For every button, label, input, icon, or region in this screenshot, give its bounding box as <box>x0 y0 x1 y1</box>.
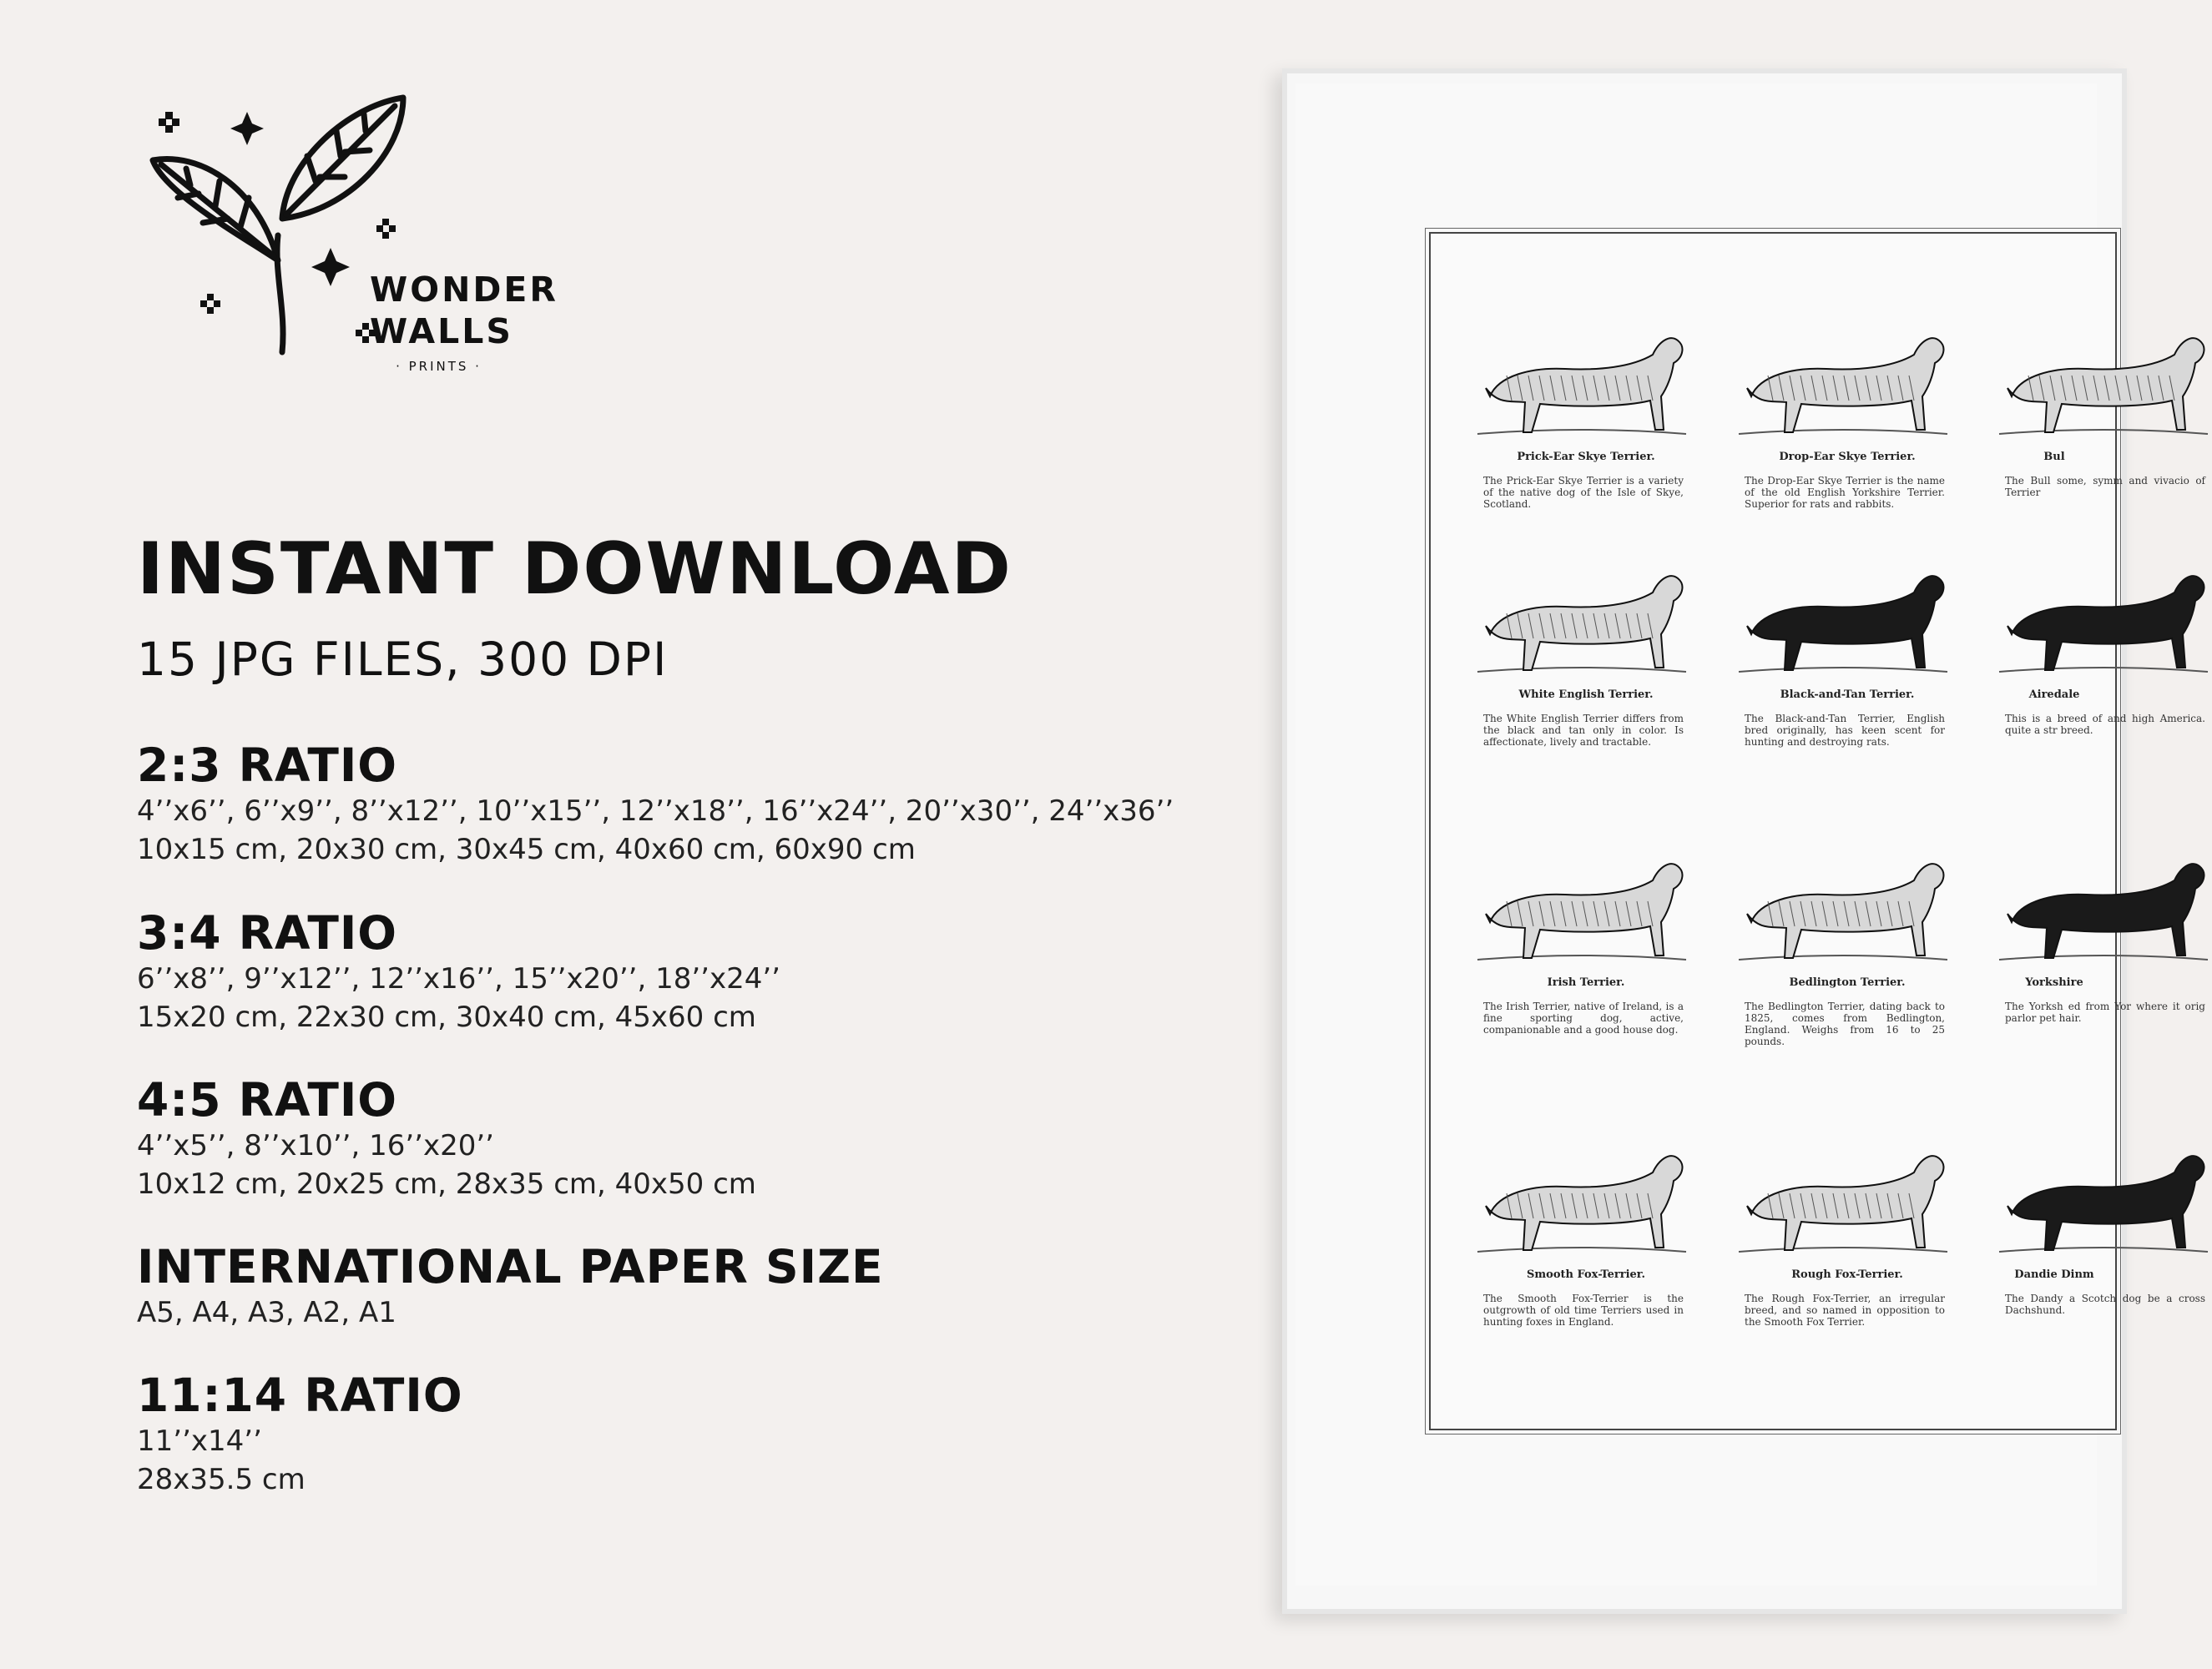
brand-line-1: WONDER <box>370 270 559 310</box>
section-line: 15x20 cm, 22x30 cm, 30x40 cm, 45x60 cm <box>137 1001 756 1034</box>
dog-description: The Bull some, symm and vivacio of Terrier <box>2005 475 2205 498</box>
dog-engraving-icon <box>1995 317 2212 442</box>
dog-description: The White English Terrier differs from the black and tan only in color. Is affectionate, lively and tractable. <box>1483 713 1684 748</box>
leaf-sprig-icon <box>140 93 591 377</box>
brand-line-2: WALLS <box>370 311 513 351</box>
dog-illustration-card <box>1995 317 2205 498</box>
dog-name: Yorkshire <box>2025 976 2083 989</box>
dog-name: Black-and-Tan Terrier. <box>1780 688 1915 701</box>
dog-description: The Smooth Fox-Terrier is the outgrowth of old time Terriers used in hunting foxes in England. <box>1483 1293 1684 1328</box>
section-title: 4:5 RATIO <box>137 1073 398 1127</box>
international-paper-size-section <box>137 1240 884 1332</box>
dog-illustration-card <box>1735 843 1960 1047</box>
dog-description: The Black-and-Tan Terrier, English bred originally, has keen scent for hunting and destroying rats. <box>1745 713 1945 748</box>
dog-engraving-icon <box>1473 317 1690 442</box>
dog-description: This is a breed of and high America. quite a str breed. <box>2005 713 2205 736</box>
dog-name: White English Terrier. <box>1518 688 1654 701</box>
dog-illustration-card <box>1473 1135 1699 1328</box>
dog-illustration-card <box>1995 1135 2205 1316</box>
dog-name: Rough Fox-Terrier. <box>1791 1268 1903 1281</box>
dog-description: The Yorksh ed from Yor where it orig parlor pet hair. <box>2005 1001 2205 1024</box>
ratio-section-11-14 <box>137 1369 463 1499</box>
dog-illustration-card <box>1995 843 2205 1024</box>
section-title: 11:14 RATIO <box>137 1369 463 1422</box>
brand-wordmark <box>370 269 559 374</box>
section-line: 28x35.5 cm <box>137 1463 306 1496</box>
dog-name: Airedale <box>2028 688 2080 701</box>
brand-subtitle: · PRINTS · <box>396 359 482 374</box>
dog-engraving-icon <box>1473 843 1690 968</box>
dog-engraving-icon <box>1473 555 1690 680</box>
dog-illustration-card <box>1735 555 1960 748</box>
dog-name: Prick-Ear Skye Terrier. <box>1517 451 1655 463</box>
subheadline: 15 JPG FILES, 300 DPI <box>137 633 669 686</box>
section-line: 10x15 cm, 20x30 cm, 30x45 cm, 40x60 cm, 60x90 cm <box>137 833 916 866</box>
dog-illustration-card <box>1735 1135 1960 1328</box>
dog-illustration-card <box>1735 317 1960 510</box>
dog-description: The Prick-Ear Skye Terrier is a variety of the native dog of the Isle of Skye, Scotland. <box>1483 475 1684 510</box>
ratio-section-3-4 <box>137 906 780 1036</box>
dog-illustration-card <box>1473 555 1699 748</box>
dog-description: The Dandy a Scotch dog be a cross Dachshund. <box>2005 1293 2205 1316</box>
dog-engraving-icon <box>1735 555 1952 680</box>
dog-name: Bedlington Terrier. <box>1789 976 1906 989</box>
section-line: 10x12 cm, 20x25 cm, 28x35 cm, 40x50 cm <box>137 1167 756 1201</box>
section-line: 4’’x6’’, 6’’x9’’, 8’’x12’’, 10’’x15’’, 12’’x18’’, 16’’x24’’, 20’’x30’’, 24’’x36’’ <box>137 794 1174 828</box>
ratio-section-2-3 <box>137 739 1174 869</box>
dog-engraving-icon <box>1735 317 1952 442</box>
wonder-walls-logo <box>140 93 591 377</box>
dog-illustration-card <box>1473 317 1699 510</box>
dog-name: Dandie Dinm <box>2014 1268 2094 1281</box>
section-title: 2:3 RATIO <box>137 739 398 792</box>
section-line: 6’’x8’’, 9’’x12’’, 12’’x16’’, 15’’x20’’, 18’’x24’’ <box>137 962 780 996</box>
section-line: 4’’x5’’, 8’’x10’’, 16’’x20’’ <box>137 1129 494 1162</box>
dog-illustration-card <box>1995 555 2205 736</box>
section-line: 11’’x14’’ <box>137 1424 262 1458</box>
dog-description: The Rough Fox-Terrier, an irregular breed, and so named in opposition to the Smooth Fox Terrier. <box>1745 1293 1945 1328</box>
dog-illustration-card <box>1473 843 1699 1036</box>
dog-description: The Irish Terrier, native of Ireland, is a fine sporting dog, active, companionable and a good house dog. <box>1483 1001 1684 1036</box>
ratio-section-4-5 <box>137 1073 756 1203</box>
section-line: A5, A4, A3, A2, A1 <box>137 1296 396 1329</box>
dog-engraving-icon <box>1735 1135 1952 1260</box>
dog-name: Smooth Fox-Terrier. <box>1527 1268 1645 1281</box>
dog-engraving-icon <box>1995 843 2212 968</box>
dog-engraving-icon <box>1473 1135 1690 1260</box>
dog-description: The Drop-Ear Skye Terrier is the name of the old English Yorkshire Terrier. Superior for rats and rabbits. <box>1745 475 1945 510</box>
dog-name: Bul <box>2043 451 2065 463</box>
dog-engraving-icon <box>1995 1135 2212 1260</box>
section-title: INTERNATIONAL PAPER SIZE <box>137 1240 884 1293</box>
dog-name: Drop-Ear Skye Terrier. <box>1779 451 1916 463</box>
dog-name: Irish Terrier. <box>1547 976 1625 989</box>
dog-engraving-icon <box>1735 843 1952 968</box>
section-title: 3:4 RATIO <box>137 906 398 960</box>
headline: INSTANT DOWNLOAD <box>137 527 1013 611</box>
dog-engraving-icon <box>1995 555 2212 680</box>
dog-description: The Bedlington Terrier, dating back to 1825, comes from Bedlington, England. Weighs from 16 to 25 pounds. <box>1745 1001 1945 1047</box>
